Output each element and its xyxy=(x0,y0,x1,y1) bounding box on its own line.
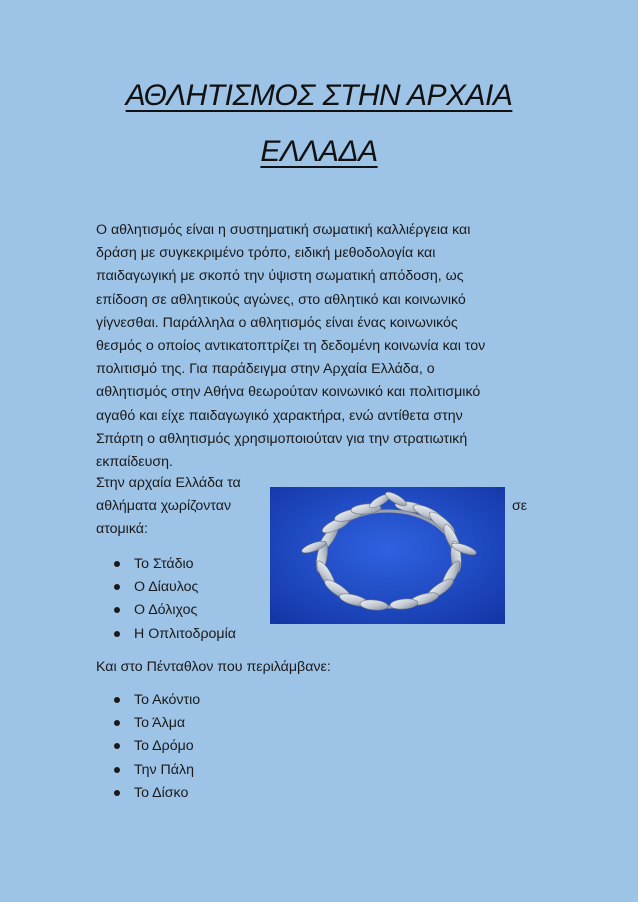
intro-line: αγαθό και είχε παιδαγωγικό χαρακτήρα, ενώ αντίθετα στην xyxy=(96,407,463,424)
list-item: Η Οπλιτοδρομία xyxy=(96,623,236,646)
intro-line: Σπάρτη ο αθλητισμός χρησιμοποιούταν για την στρατιωτική xyxy=(96,430,468,447)
intro-paragraph xyxy=(96,219,546,474)
intro-line: επίδοση σε αθλητικούς αγώνες, στο αθλητικό και κοινωνικό xyxy=(96,291,466,308)
pentathlon-events-list xyxy=(96,689,200,805)
title-line-2: ΕΛΛΑΔΑ xyxy=(260,135,378,168)
intro-line: Ο αθλητισμός είναι η συστηματική σωματική καλλιέργεια και xyxy=(96,222,471,238)
olive-wreath-icon xyxy=(270,487,505,624)
section2-line-2-end: σε xyxy=(512,498,528,514)
intro-line: εκπαίδευση. xyxy=(96,454,173,471)
section2-line-2: αθλήματα χωρίζονταν xyxy=(96,498,232,514)
list-item: Την Πάλη xyxy=(96,759,200,782)
title-line-1: ΑΘΛΗΤΙΣΜΟΣ ΣΤΗΝ ΑΡΧΑΙΑ xyxy=(125,79,513,112)
intro-line: παιδαγωγική με σκοπό την ύψιστη σωματική απόδοση, ως xyxy=(96,268,464,285)
individual-events-list xyxy=(96,553,236,646)
intro-line: πολιτισμό της. Για παράδειγμα στην Αρχαία Ελλάδα, ο xyxy=(96,361,435,378)
page-title xyxy=(60,68,578,180)
intro-line: γίγνεσθαι. Παράλληλα ο αθλητισμός είναι ένας κοινωνικός xyxy=(96,314,458,331)
pentathlon-intro: Και στο Πένταθλον που περιλάμβανε: xyxy=(96,659,331,675)
olive-wreath-image xyxy=(270,487,505,624)
list-item: Το Ακόντιο xyxy=(96,689,200,712)
intro-line: θεσμός ο οποίος αντικατοπτρίζει τη δεδομένη κοινωνία και τον xyxy=(96,338,486,355)
section2-line-1: Στην αρχαία Ελλάδα τα xyxy=(96,475,241,491)
intro-line: δράση με συγκεκριμένο τρόπο, ειδική μεθοδολογία και xyxy=(96,245,436,262)
intro-line: αθλητισμός στην Αθήνα θεωρούταν κοινωνικό και πολιτισμικό xyxy=(96,384,481,401)
list-item: Το Δρόμο xyxy=(96,735,200,758)
list-item: Το Στάδιο xyxy=(96,553,236,576)
list-item: Το Άλμα xyxy=(96,712,200,735)
list-item: Ο Δίαυλος xyxy=(96,576,236,599)
list-item: Ο Δόλιχος xyxy=(96,599,236,622)
list-item: Το Δίσκο xyxy=(96,782,200,805)
section2-line-3: ατομικά: xyxy=(96,521,148,537)
